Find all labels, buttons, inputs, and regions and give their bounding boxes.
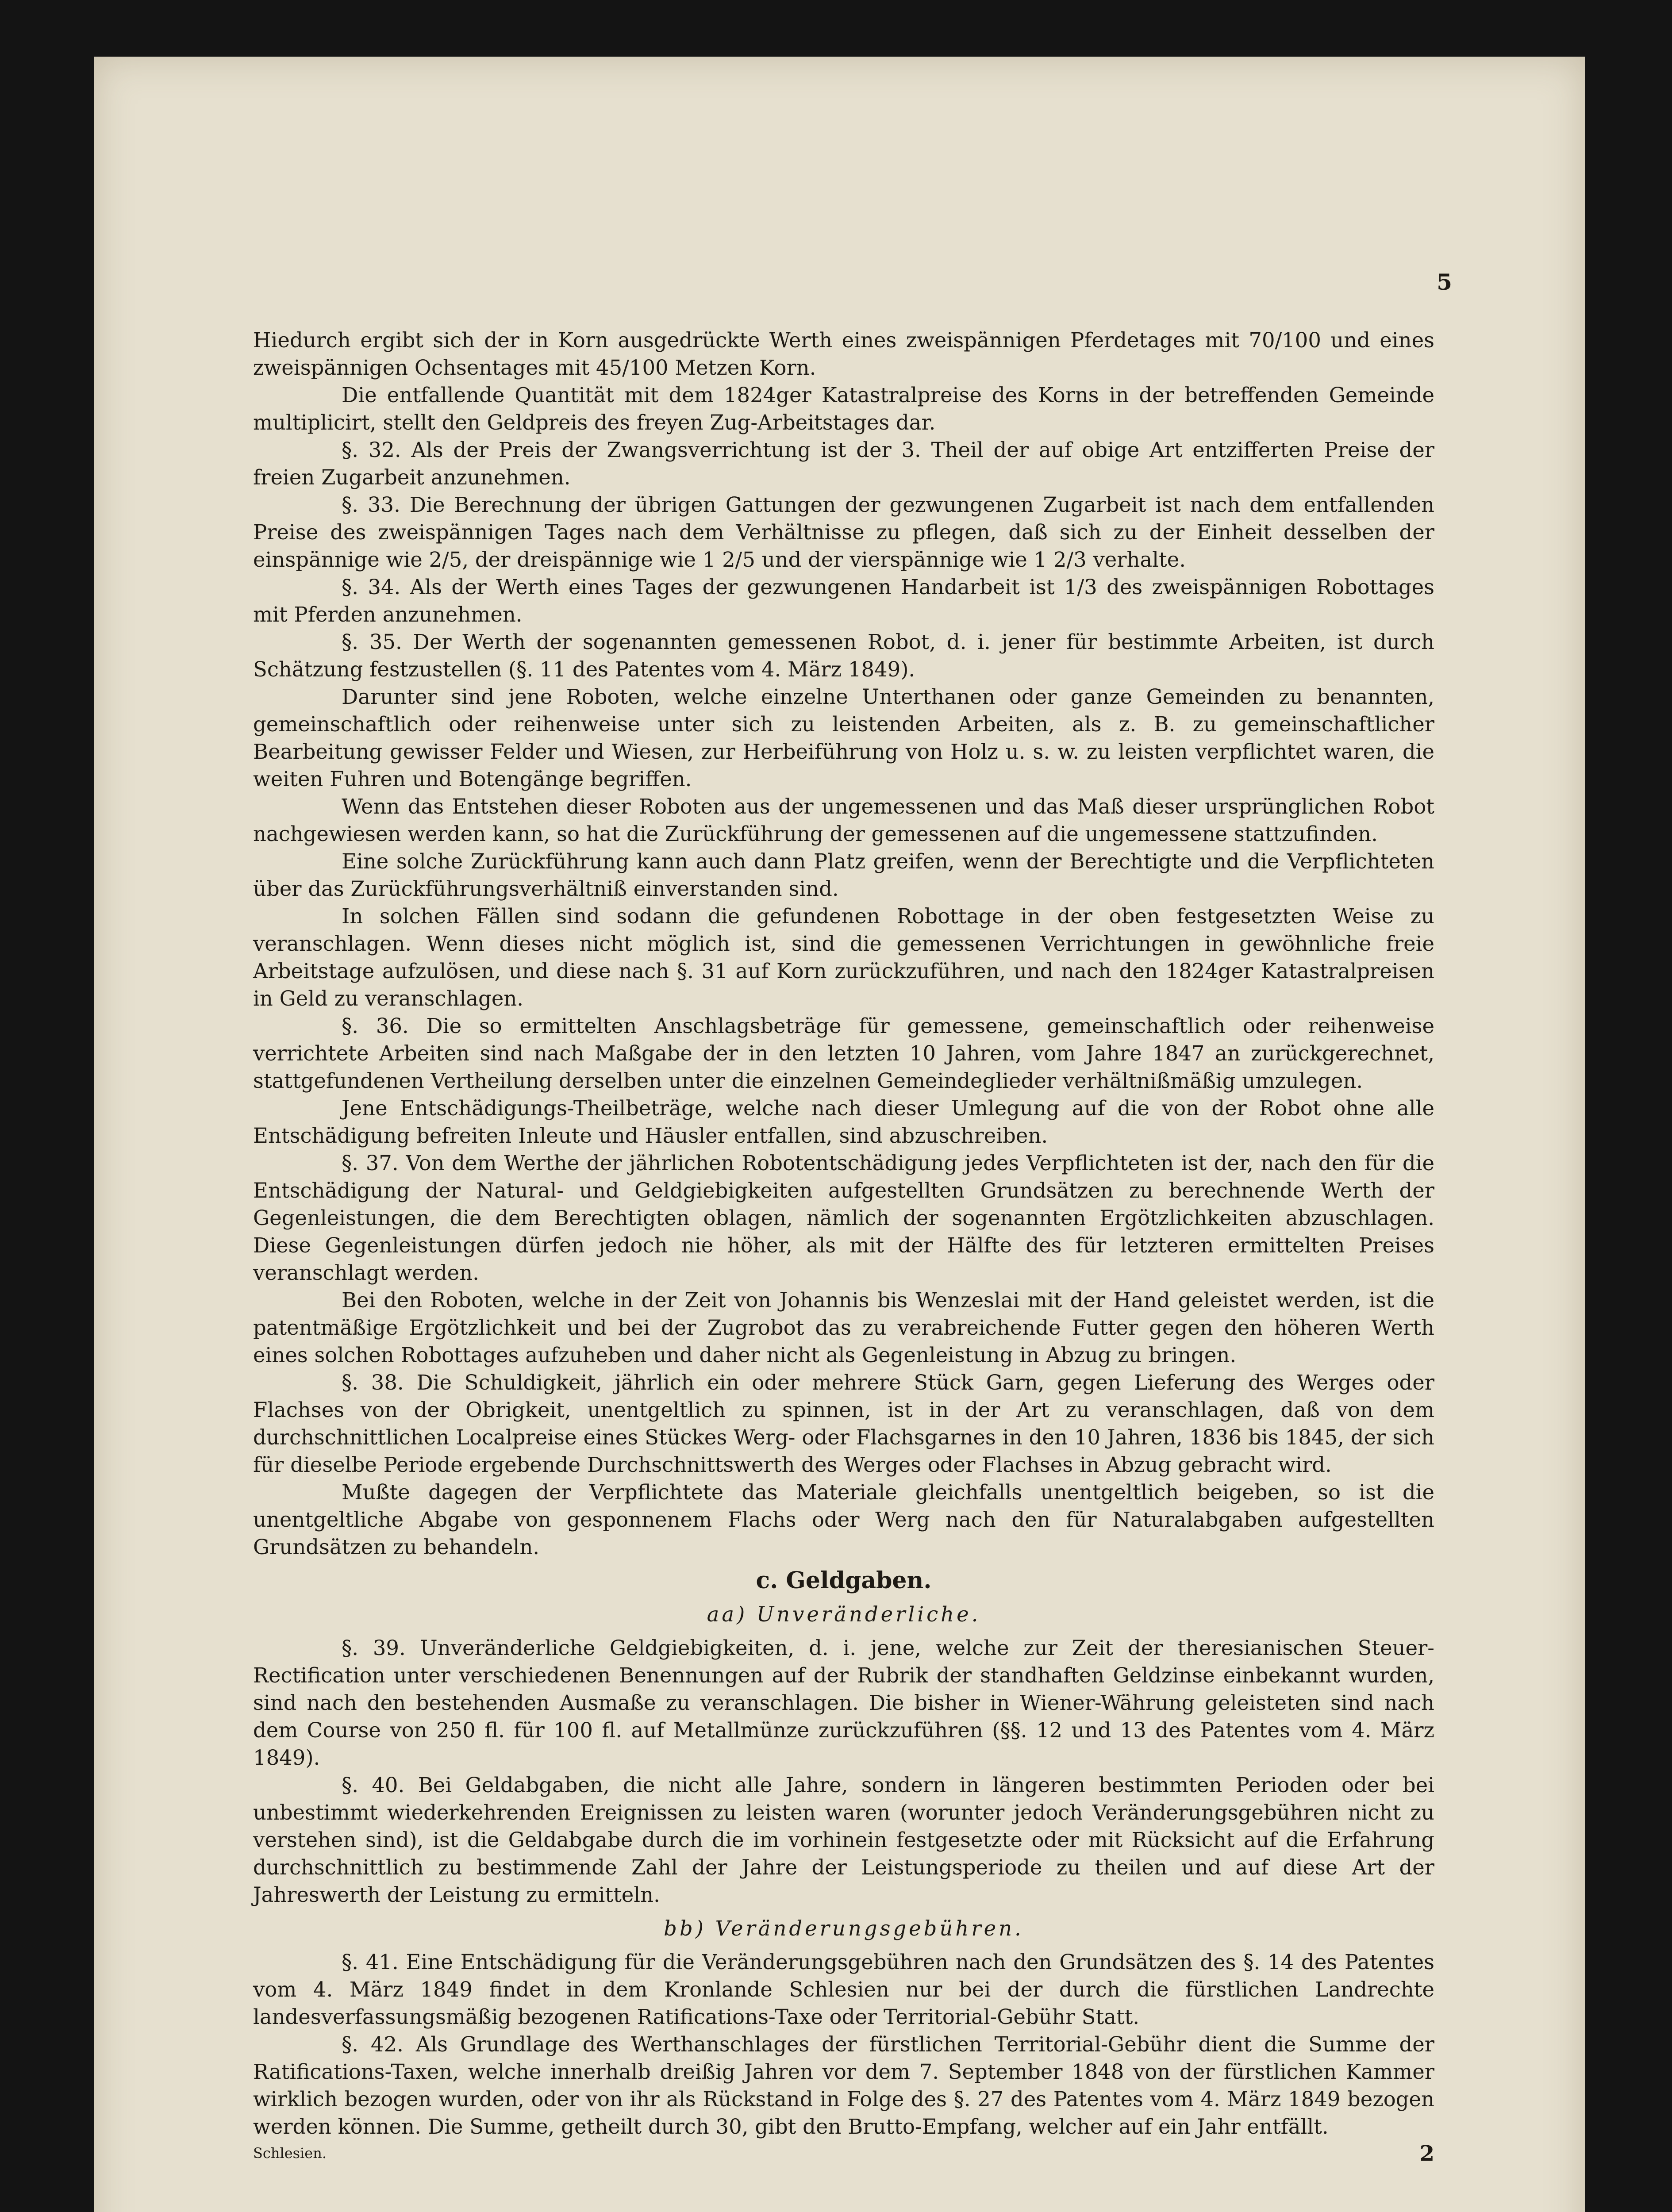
paragraph-block-1 bbox=[253, 326, 1434, 1561]
paragraph: §. 34. Als der Werth eines Tages der gezwungenen Handarbeit ist 1/3 des zweispännigen Robottages mit Pferden anzunehmen. bbox=[253, 575, 1434, 626]
paragraph: Darunter sind jene Roboten, welche einzelne Unterthanen oder ganze Gemeinden zu benannten, gemeinschaftlich oder reihenweise unter sich zu leistenden Arbeiten, als z. B. zu gemeinschaftlicher Bearbeitung gewisser Felder und Wiesen, zur Herbeiführung von Holz u. s. w. zu leisten verpflichtet waren, die weiten Fuhren und Botengänge begriffen. bbox=[253, 685, 1434, 791]
footer-signature: Schlesien. bbox=[253, 2145, 327, 2162]
paragraph: §. 39. Unveränderliche Geldgiebigkeiten, d. i. jene, welche zur Zeit der theresianischen Steuer-Rectification unter verschiedenen Benennungen auf der Rubrik der standhaften Geldzinse einbekannt wurden, sind nach den bestehenden Ausmaße zu veranschlagen. Die bisher in Wiener-Währung geleisteten sind nach dem Course von 250 fl. für 100 fl. auf Metallmünze zurückzuführen (§§. 12 und 13 des Patentes vom 4. März 1849). bbox=[253, 1636, 1434, 1770]
paragraph: §. 38. Die Schuldigkeit, jährlich ein oder mehrere Stück Garn, gegen Lieferung des Werges oder Flachses von der Obrigkeit, unentgeltlich zu spinnen, ist in der Art zu veranschlagen, daß von dem durchschnittlichen Localpreise eines Stückes Werg- oder Flachsgarnes in den 10 Jahren, 1836 bis 1845, der sich für dieselbe Periode ergebende Durchschnittswerth des Werges oder Flachses in Abzug gebracht wird. bbox=[253, 1371, 1434, 1477]
paragraph: §. 36. Die so ermittelten Anschlagsbeträge für gemessene, gemeinschaftlich oder reihenweise verrichtete Arbeiten sind nach Maßgabe der in den letzten 10 Jahren, vom Jahre 1847 an zurückgerechnet, stattgefundenen Vertheilung derselben unter die einzelnen Gemeindeglieder verhältnißmäßig umzulegen. bbox=[253, 1014, 1434, 1093]
paragraph: §. 37. Von dem Werthe der jährlichen Robotentschädigung jedes Verpflichteten ist der, nach den für die Entschädigung der Natural- und Geldgiebigkeiten aufgestellten Grundsätzen zu berechnende Werth der Gegenleistungen, die dem Berechtigten oblagen, nämlich der sogenannten Ergötzlichkeiten abzuschlagen. Diese Gegenleistungen dürfen jedoch nie höher, als mit der Hälfte des für letzteren ermittelten Preises veranschlagt werden. bbox=[253, 1151, 1434, 1285]
paragraph: §. 32. Als der Preis der Zwangsverrichtung ist der 3. Theil der auf obige Art entzifferten Preise der freien Zugarbeit anzunehmen. bbox=[253, 438, 1434, 489]
body-text bbox=[253, 326, 1434, 2140]
subsection-heading-veraenderungsgebuehren: bb) Veränderungsgebühren. bbox=[664, 1916, 1024, 1940]
paragraph: Bei den Roboten, welche in der Zeit von Johannis bis Wenzeslai mit der Hand geleistet werden, ist die patentmäßige Ergötzlichkeit und bei der Zugrobot das zu verabreichende Futter gegen den höheren Werth eines solchen Robottages aufzuheben und daher nicht als Gegenleistung in Abzug zu bringen. bbox=[253, 1288, 1434, 1367]
page-number: 5 bbox=[1437, 269, 1452, 295]
paragraph: Mußte dagegen der Verpflichtete das Materiale gleichfalls unentgeltlich beigeben, so ist die unentgeltliche Abgabe von gesponnenem Flachs oder Werg nach den für Naturalabgaben aufgestellten Grundsätzen zu behandeln. bbox=[253, 1480, 1434, 1559]
section-heading-geldgaben: c. Geldgaben. bbox=[756, 1567, 932, 1594]
document-page bbox=[94, 57, 1585, 2212]
paragraph: Wenn das Entstehen dieser Roboten aus der ungemessenen und das Maß dieser ursprünglichen Robot nachgewiesen werden kann, so hat die Zurückführung der gemessenen auf die ungemessene stattzufinden. bbox=[253, 795, 1434, 846]
paragraph: Die entfallende Quantität mit dem 1824ger Katastralpreise des Korns in der betreffenden Gemeinde multiplicirt, stellt den Geldpreis des freyen Zug-Arbeitstages dar. bbox=[253, 383, 1434, 434]
paragraph: §. 42. Als Grundlage des Werthanschlages der fürstlichen Territorial-Gebühr dient die Summe der Ratifications-Taxen, welche innerhalb dreißig Jahren vor dem 7. September 1848 von der fürstlichen Kammer wirklich bezogen wurden, oder von ihr als Rückstand in Folge des §. 27 des Patentes vom 4. März 1849 bezogen werden können. Die Summe, getheilt durch 30, gibt den Brutto-Empfang, welcher auf ein Jahr entfällt. bbox=[253, 2032, 1434, 2139]
subsection-heading-unveraenderliche: aa) Unveränderliche. bbox=[707, 1602, 981, 1626]
paragraph: In solchen Fällen sind sodann die gefundenen Robottage in der oben festgesetzten Weise zu veranschlagen. Wenn dieses nicht möglich ist, sind die gemessenen Verrichtungen in gewöhnliche freie Arbeitstage aufzulösen, und diese nach §. 31 auf Korn zurückzuführen, und nach den 1824ger Katastralpreisen in Geld zu veranschlagen. bbox=[253, 904, 1434, 1010]
paragraph-block-3 bbox=[253, 1948, 1434, 2140]
paragraph: Eine solche Zurückführung kann auch dann Platz greifen, wenn der Berechtigte und die Verpflichteten über das Zurückführungsverhältniß einverstanden sind. bbox=[253, 849, 1434, 901]
footer-sheet-number: 2 bbox=[1419, 2141, 1434, 2166]
paragraph-block-2 bbox=[253, 1634, 1434, 1909]
paragraph: §. 35. Der Werth der sogenannten gemessenen Robot, d. i. jener für bestimmte Arbeiten, ist durch Schätzung festzustellen (§. 11 des Patentes vom 4. März 1849). bbox=[253, 630, 1434, 681]
paragraph: §. 41. Eine Entschädigung für die Veränderungsgebühren nach den Grundsätzen des §. 14 des Patentes vom 4. März 1849 findet in dem Kronlande Schlesien nur bei der durch die fürstlichen Landrechte landesverfassungsmäßig bezogenen Ratifications-Taxe oder Territorial-Gebühr Statt. bbox=[253, 1950, 1434, 2029]
paragraph: §. 33. Die Berechnung der übrigen Gattungen der gezwungenen Zugarbeit ist nach dem entfallenden Preise des zweispännigen Tages nach dem Verhältnisse zu pflegen, daß sich zu der Einheit desselben der einspännige wie 2/5, der dreispännige wie 1 2/5 und der vierspännige wie 1 2/3 verhalte. bbox=[253, 493, 1434, 572]
paragraph: Jene Entschädigungs-Theilbeträge, welche nach dieser Umlegung auf die von der Robot ohne alle Entschädigung befreiten Inleute und Häusler entfallen, sind abzuschreiben. bbox=[253, 1096, 1434, 1148]
paragraph: §. 40. Bei Geldabgaben, die nicht alle Jahre, sondern in längeren bestimmten Perioden oder bei unbestimmt wiederkehrenden Ereignissen zu leisten waren (worunter jedoch Veränderungsgebühren nicht zu verstehen sind), ist die Geldabgabe durch die im vorhinein festgesetzte oder mit Rücksicht auf die Erfahrung durchschnittlich zu bestimmende Zahl der Jahre der Leistungsperiode zu theilen und auf diese Art der Jahreswerth der Leistung zu ermitteln. bbox=[253, 1773, 1434, 1907]
paragraph: Hiedurch ergibt sich der in Korn ausgedrückte Werth eines zweispännigen Pferdetages mit 70/100 und eines zweispännigen Ochsentages mit 45/100 Metzen Korn. bbox=[253, 328, 1434, 380]
